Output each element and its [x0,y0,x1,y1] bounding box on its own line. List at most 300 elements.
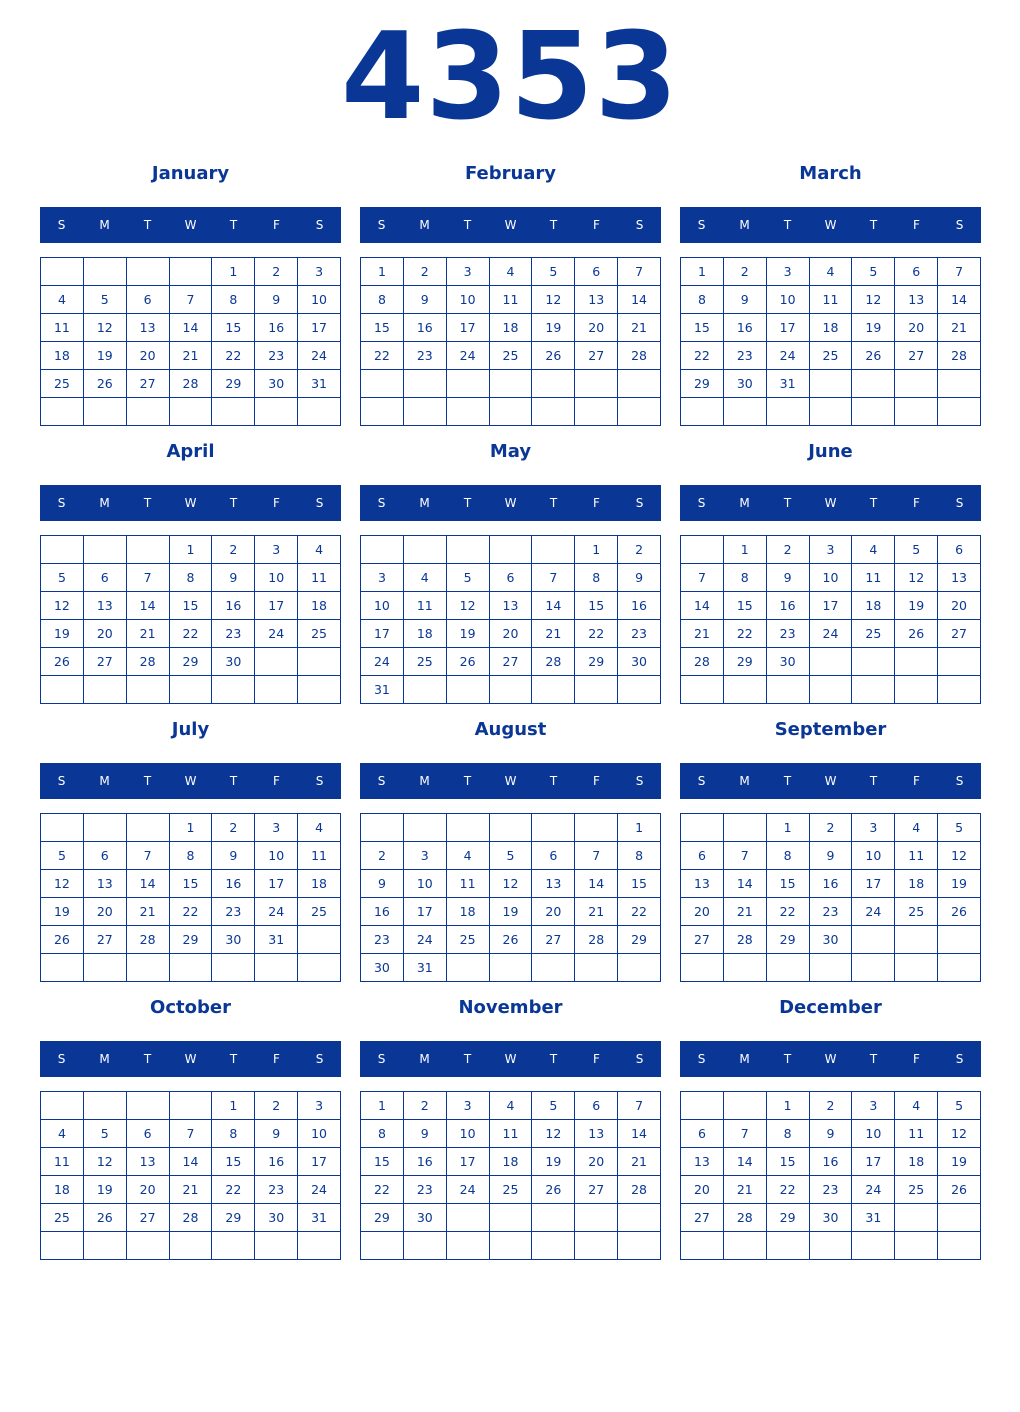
empty-day-cell [852,648,895,676]
weekday-label: T [783,218,792,232]
empty-day-cell [84,536,127,564]
day-cell: 1 [767,1092,810,1120]
weekday-label: M [99,496,110,510]
day-cell: 6 [938,536,981,564]
day-grid [40,257,341,426]
day-cell: 1 [361,258,404,286]
weekday-header [680,485,981,521]
day-cell: 11 [490,1120,533,1148]
day-cell: 19 [84,342,127,370]
weekday-label: W [504,774,517,788]
empty-day-cell [852,398,895,426]
empty-day-cell [170,1092,213,1120]
day-cell: 23 [361,926,404,954]
day-cell: 31 [767,370,810,398]
day-cell: 15 [361,1148,404,1176]
day-cell: 8 [361,1120,404,1148]
day-cell: 23 [767,620,810,648]
day-cell: 10 [810,564,853,592]
weekday-label: S [377,1052,386,1066]
day-cell: 3 [404,842,447,870]
day-cell: 25 [490,1176,533,1204]
day-cell: 12 [895,564,938,592]
day-cell: 20 [575,1148,618,1176]
day-cell: 13 [490,592,533,620]
weekday-label: F [593,1052,600,1066]
day-cell: 1 [575,536,618,564]
empty-day-cell [127,814,170,842]
day-cell: 5 [532,1092,575,1120]
day-cell: 18 [895,870,938,898]
day-cell: 30 [361,954,404,982]
weekday-label: F [593,496,600,510]
day-cell: 21 [724,898,767,926]
day-cell: 15 [212,314,255,342]
day-cell: 26 [532,342,575,370]
weekday-label: T [549,774,558,788]
day-cell: 25 [298,898,341,926]
weekday-label: F [913,1052,920,1066]
day-cell: 20 [938,592,981,620]
weekday-label: S [635,774,644,788]
day-cell: 15 [767,870,810,898]
day-cell: 23 [404,1176,447,1204]
empty-day-cell [404,370,447,398]
day-cell: 2 [404,258,447,286]
day-cell: 18 [895,1148,938,1176]
day-cell: 20 [490,620,533,648]
day-cell: 12 [447,592,490,620]
day-cell: 21 [170,1176,213,1204]
day-cell: 14 [170,1148,213,1176]
weekday-label: F [273,1052,280,1066]
day-cell: 9 [212,842,255,870]
day-cell: 14 [127,870,170,898]
month-title: September [774,719,887,740]
empty-day-cell [681,676,724,704]
weekday-label: M [419,1052,430,1066]
day-cell: 30 [255,370,298,398]
day-cell: 16 [255,314,298,342]
day-cell: 14 [618,286,661,314]
day-cell: 1 [170,814,213,842]
day-cell: 17 [255,870,298,898]
empty-day-cell [127,258,170,286]
day-cell: 22 [767,1176,810,1204]
weekday-label: T [463,218,472,232]
weekday-header [360,485,661,521]
month-title: March [799,163,862,184]
weekday-label: M [419,218,430,232]
day-cell: 12 [41,870,84,898]
empty-day-cell [212,1232,255,1260]
empty-day-cell [404,536,447,564]
empty-day-cell [938,926,981,954]
day-cell: 15 [575,592,618,620]
weekday-label: M [419,774,430,788]
day-cell: 18 [41,1176,84,1204]
day-cell: 26 [938,1176,981,1204]
day-cell: 24 [852,1176,895,1204]
day-cell: 6 [532,842,575,870]
day-cell: 17 [447,1148,490,1176]
weekday-label: W [824,1052,837,1066]
empty-day-cell [490,398,533,426]
empty-day-cell [681,814,724,842]
day-cell: 27 [84,648,127,676]
day-cell: 14 [938,286,981,314]
day-cell: 22 [681,342,724,370]
weekday-label: F [273,218,280,232]
day-cell: 21 [681,620,724,648]
weekday-label: S [697,774,706,788]
empty-day-cell [767,676,810,704]
empty-day-cell [41,676,84,704]
weekday-label: M [739,496,750,510]
day-cell: 29 [618,926,661,954]
day-cell: 5 [41,564,84,592]
day-cell: 3 [852,814,895,842]
day-grid [680,1091,981,1260]
empty-day-cell [532,536,575,564]
day-cell: 11 [490,286,533,314]
day-cell: 11 [41,314,84,342]
day-cell: 19 [852,314,895,342]
day-cell: 16 [810,1148,853,1176]
day-cell: 13 [575,1120,618,1148]
day-cell: 2 [361,842,404,870]
day-cell: 15 [361,314,404,342]
day-cell: 1 [618,814,661,842]
day-cell: 9 [810,842,853,870]
empty-day-cell [41,536,84,564]
empty-day-cell [852,926,895,954]
empty-day-cell [681,1232,724,1260]
day-cell: 13 [575,286,618,314]
day-cell: 21 [938,314,981,342]
weekday-label: S [57,496,66,510]
weekday-label: F [593,218,600,232]
day-cell: 4 [447,842,490,870]
empty-day-cell [575,370,618,398]
empty-day-cell [212,676,255,704]
day-cell: 2 [212,814,255,842]
day-cell: 4 [810,258,853,286]
empty-day-cell [127,398,170,426]
empty-day-cell [127,1232,170,1260]
weekday-label: T [229,1052,238,1066]
weekday-header [40,1041,341,1077]
empty-day-cell [810,1232,853,1260]
empty-day-cell [810,398,853,426]
day-cell: 11 [852,564,895,592]
weekday-label: M [739,1052,750,1066]
day-cell: 16 [212,592,255,620]
empty-day-cell [852,370,895,398]
day-cell: 15 [170,870,213,898]
empty-day-cell [361,536,404,564]
weekday-label: W [184,1052,197,1066]
weekday-label: F [913,774,920,788]
day-cell: 31 [298,370,341,398]
day-cell: 24 [361,648,404,676]
empty-day-cell [810,370,853,398]
empty-day-cell [895,1204,938,1232]
day-cell: 1 [212,1092,255,1120]
day-cell: 11 [810,286,853,314]
empty-day-cell [532,954,575,982]
empty-day-cell [895,370,938,398]
weekday-header [40,207,341,243]
empty-day-cell [618,1204,661,1232]
day-cell: 22 [361,1176,404,1204]
empty-day-cell [767,954,810,982]
day-cell: 3 [361,564,404,592]
day-cell: 5 [84,286,127,314]
day-cell: 18 [810,314,853,342]
day-cell: 26 [447,648,490,676]
day-cell: 31 [361,676,404,704]
day-cell: 29 [212,370,255,398]
weekday-label: S [315,1052,324,1066]
day-cell: 5 [41,842,84,870]
day-cell: 3 [298,258,341,286]
day-cell: 17 [852,870,895,898]
day-cell: 23 [810,1176,853,1204]
empty-day-cell [84,676,127,704]
day-cell: 6 [127,1120,170,1148]
day-cell: 2 [255,258,298,286]
day-cell: 3 [447,1092,490,1120]
day-cell: 4 [41,1120,84,1148]
month-title: July [171,719,210,740]
day-cell: 20 [532,898,575,926]
empty-day-cell [681,398,724,426]
day-cell: 28 [724,1204,767,1232]
day-cell: 3 [255,814,298,842]
day-cell: 22 [724,620,767,648]
empty-day-cell [938,676,981,704]
day-cell: 23 [255,342,298,370]
empty-day-cell [447,1204,490,1232]
day-cell: 22 [767,898,810,926]
weekday-label: S [57,774,66,788]
day-cell: 6 [575,1092,618,1120]
day-cell: 29 [170,926,213,954]
day-cell: 3 [298,1092,341,1120]
day-cell: 26 [532,1176,575,1204]
empty-day-cell [724,954,767,982]
day-cell: 23 [212,620,255,648]
day-cell: 18 [298,870,341,898]
day-cell: 19 [490,898,533,926]
day-cell: 19 [895,592,938,620]
empty-day-cell [84,398,127,426]
empty-day-cell [255,954,298,982]
day-cell: 29 [767,1204,810,1232]
day-cell: 1 [212,258,255,286]
month-title: April [166,441,215,462]
day-cell: 14 [724,1148,767,1176]
weekday-label: S [955,1052,964,1066]
day-cell: 4 [298,536,341,564]
empty-day-cell [895,954,938,982]
day-cell: 1 [724,536,767,564]
empty-day-cell [361,370,404,398]
day-cell: 13 [84,592,127,620]
empty-day-cell [852,676,895,704]
weekday-label: S [377,218,386,232]
weekday-label: F [913,496,920,510]
weekday-label: T [229,774,238,788]
day-cell: 5 [447,564,490,592]
day-cell: 31 [298,1204,341,1232]
day-cell: 9 [810,1120,853,1148]
day-cell: 18 [852,592,895,620]
day-cell: 2 [810,1092,853,1120]
day-cell: 1 [361,1092,404,1120]
day-cell: 28 [618,342,661,370]
day-cell: 16 [255,1148,298,1176]
day-cell: 18 [404,620,447,648]
day-cell: 19 [532,314,575,342]
empty-day-cell [938,1232,981,1260]
empty-day-cell [404,1232,447,1260]
empty-day-cell [724,814,767,842]
month-title: February [464,163,557,184]
day-cell: 22 [212,1176,255,1204]
weekday-label: S [697,496,706,510]
day-cell: 9 [212,564,255,592]
empty-day-cell [852,954,895,982]
day-cell: 28 [170,1204,213,1232]
day-cell: 24 [255,620,298,648]
day-cell: 16 [404,314,447,342]
empty-day-cell [895,1232,938,1260]
month-title: December [779,997,882,1018]
day-cell: 5 [490,842,533,870]
empty-day-cell [575,814,618,842]
weekday-label: W [504,496,517,510]
empty-day-cell [212,954,255,982]
day-cell: 20 [681,898,724,926]
day-cell: 28 [127,926,170,954]
empty-day-cell [41,398,84,426]
day-cell: 10 [852,1120,895,1148]
day-cell: 26 [490,926,533,954]
empty-day-cell [127,676,170,704]
day-cell: 27 [84,926,127,954]
weekday-header [680,207,981,243]
empty-day-cell [575,398,618,426]
weekday-label: T [549,496,558,510]
empty-day-cell [938,1204,981,1232]
day-cell: 25 [298,620,341,648]
day-cell: 27 [895,342,938,370]
day-cell: 18 [490,1148,533,1176]
day-cell: 6 [127,286,170,314]
day-cell: 10 [852,842,895,870]
day-cell: 6 [681,1120,724,1148]
empty-day-cell [490,1232,533,1260]
day-cell: 12 [532,1120,575,1148]
day-cell: 25 [41,1204,84,1232]
empty-day-cell [212,398,255,426]
weekday-label: T [783,1052,792,1066]
empty-day-cell [852,1232,895,1260]
day-cell: 7 [938,258,981,286]
day-cell: 26 [852,342,895,370]
empty-day-cell [532,1204,575,1232]
day-cell: 25 [41,370,84,398]
weekday-label: W [184,218,197,232]
empty-day-cell [298,398,341,426]
day-cell: 6 [490,564,533,592]
empty-day-cell [724,398,767,426]
day-cell: 4 [490,1092,533,1120]
empty-day-cell [895,676,938,704]
day-cell: 19 [41,898,84,926]
day-cell: 5 [895,536,938,564]
day-cell: 9 [724,286,767,314]
day-cell: 25 [447,926,490,954]
weekday-label: S [955,218,964,232]
day-cell: 8 [361,286,404,314]
empty-day-cell [575,676,618,704]
day-cell: 17 [767,314,810,342]
day-cell: 30 [810,926,853,954]
day-cell: 2 [618,536,661,564]
day-cell: 13 [681,1148,724,1176]
day-cell: 16 [361,898,404,926]
weekday-label: T [783,496,792,510]
weekday-label: T [463,496,472,510]
weekday-label: T [463,1052,472,1066]
day-cell: 26 [84,370,127,398]
day-cell: 24 [447,1176,490,1204]
empty-day-cell [447,1232,490,1260]
day-cell: 15 [724,592,767,620]
empty-day-cell [447,398,490,426]
day-grid [680,257,981,426]
day-cell: 2 [255,1092,298,1120]
weekday-label: F [913,218,920,232]
day-cell: 10 [447,1120,490,1148]
empty-day-cell [895,926,938,954]
empty-day-cell [447,814,490,842]
empty-day-cell [170,1232,213,1260]
empty-day-cell [810,954,853,982]
weekday-label: T [869,218,878,232]
day-cell: 10 [298,1120,341,1148]
day-cell: 11 [298,564,341,592]
weekday-label: W [504,1052,517,1066]
weekday-label: S [955,496,964,510]
empty-day-cell [84,1232,127,1260]
day-cell: 20 [681,1176,724,1204]
day-cell: 7 [127,842,170,870]
day-cell: 28 [575,926,618,954]
day-cell: 12 [84,314,127,342]
day-cell: 6 [84,842,127,870]
weekday-header [680,763,981,799]
weekday-label: S [57,218,66,232]
day-cell: 14 [724,870,767,898]
empty-day-cell [681,954,724,982]
day-cell: 12 [532,286,575,314]
day-cell: 31 [404,954,447,982]
day-cell: 18 [41,342,84,370]
